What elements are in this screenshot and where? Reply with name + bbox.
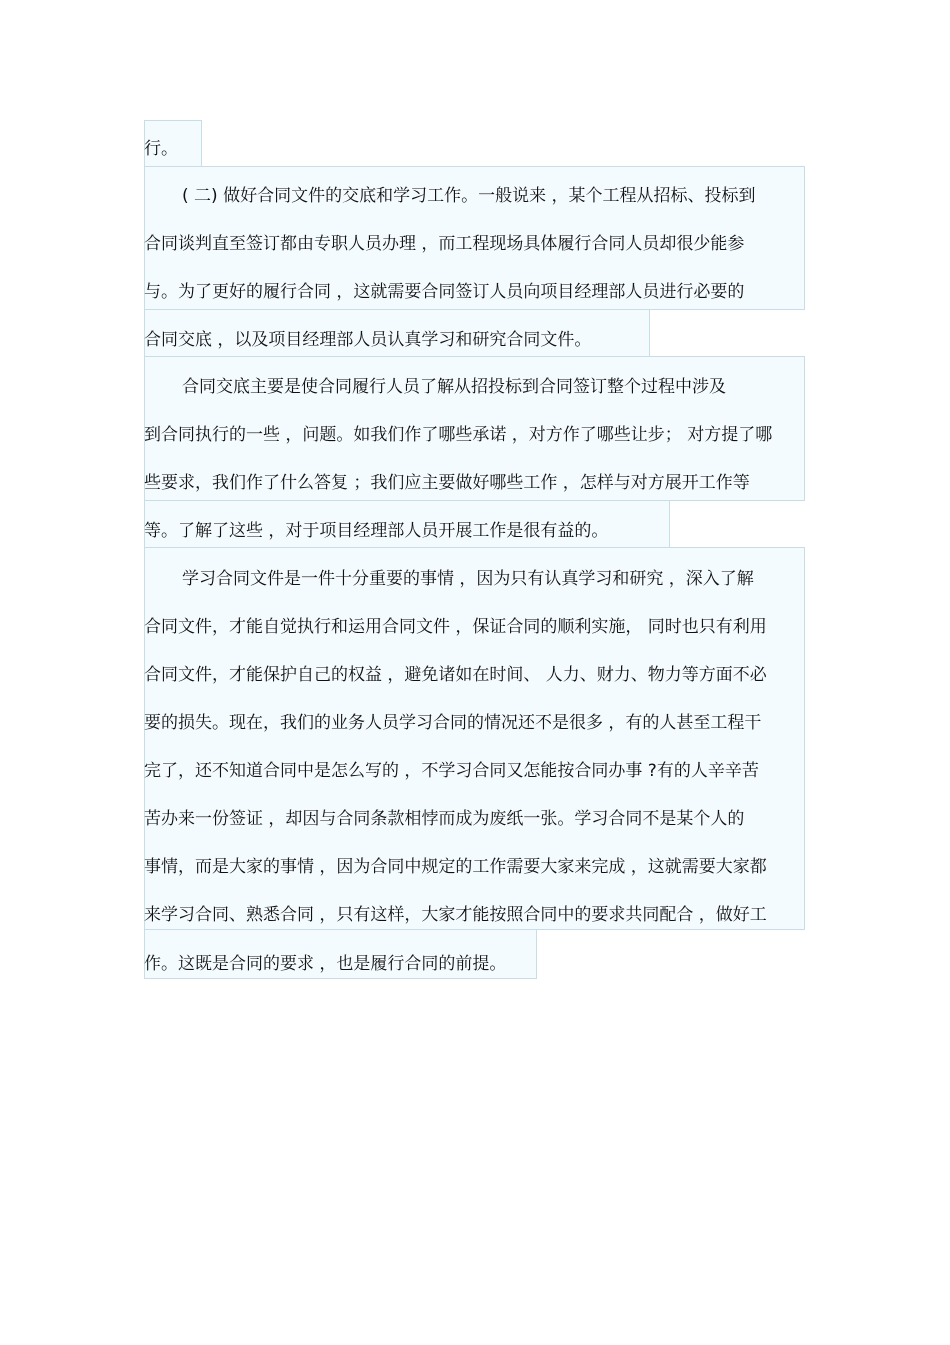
text-line: 合同文件，才能自觉执行和运用合同文件 ，保证合同的顺利实施， 同时也只有利用 <box>144 617 767 637</box>
text-line: 到合同执行的一些 ，问题。如我们作了哪些承诺 ，对方作了哪些让步； 对方提了哪 <box>144 425 773 445</box>
text-line: 作。这既是合同的要求 ，也是履行合同的前提。 <box>144 954 507 974</box>
text-line: 苦办来一份签证 ，却因与合同条款相悖而成为废纸一张。学习合同不是某个人的 <box>144 809 745 829</box>
text-line: 些要求，我们作了什么答复 ；我们应主要做好哪些工作 ，怎样与对方展开工作等 <box>144 473 750 493</box>
text-line: 来学习合同、熟悉合同 ，只有这样，大家才能按照合同中的要求共同配合 ，做好工 <box>144 905 767 925</box>
text-line: 行。 <box>144 139 178 159</box>
text-line: 完了，还不知道合同中是怎么写的 ，不学习合同又怎能按合同办事 ?有的人辛辛苦 <box>144 761 759 781</box>
text-line: 与。为了更好的履行合同 ，这就需要合同签订人员向项目经理部人员进行必要的 <box>144 282 745 302</box>
text-line: 事情，而是大家的事情 ，因为合同中规定的工作需要大家来完成 ，这就需要大家都 <box>144 857 767 877</box>
text-line: 合同交底主要是使合同履行人员了解从招投标到合同签订整个过程中涉及 <box>182 377 726 397</box>
text-line: 合同文件，才能保护自己的权益 ，避免诸如在时间、 人力、财力、物力等方面不必 <box>144 665 767 685</box>
text-line: 等。了解了这些 ，对于项目经理部人员开展工作是很有益的。 <box>144 521 609 541</box>
text-line: 合同谈判直至签订都由专职人员办理 ，而工程现场具体履行合同人员却很少能参 <box>144 234 745 254</box>
text-line: ( 二) 做好合同文件的交底和学习工作。一般说来 ，某个工程从招标、投标到 <box>182 186 756 206</box>
text-line: 要的损失。现在，我们的业务人员学习合同的情况还不是很多 ，有的人甚至工程干 <box>144 713 762 733</box>
text-line: 学习合同文件是一件十分重要的事情 ，因为只有认真学习和研究 ，深入了解 <box>182 569 754 589</box>
text-line: 合同交底 ，以及项目经理部人员认真学习和研究合同文件。 <box>144 330 592 350</box>
